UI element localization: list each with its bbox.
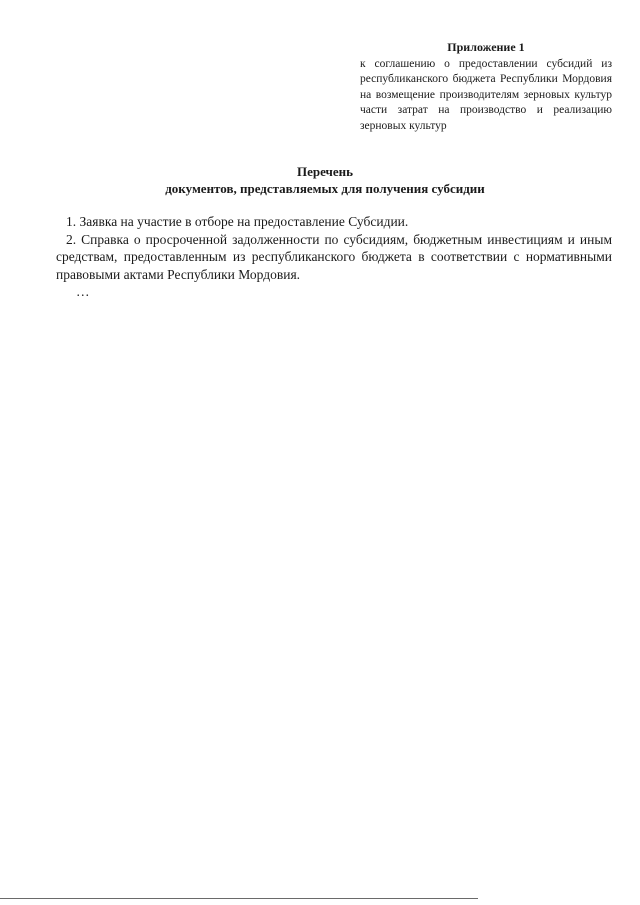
appendix-block xyxy=(360,40,612,134)
appendix-description: к соглашению о предоставлении субсидий из республиканского бюджета Республики Мордовия на возмещение производителям зерновых культур части затрат на производство и реализацию зерновых культур xyxy=(360,57,612,132)
list-item: 1. Заявка на участие в отборе на предоставление Субсидии. xyxy=(66,214,409,229)
document-heading xyxy=(40,163,610,197)
heading-subtitle: документов, представляемых для получения субсидии xyxy=(165,181,485,196)
footer-divider xyxy=(0,898,478,899)
appendix-title: Приложение 1 xyxy=(447,40,525,54)
list-item: 2. Справка о просроченной задолженности по субсидиям, бюджетным инвестициям и иным средствам, предоставленным из республиканского бюджета в соответствии с нормативными правовыми актами Республики Мордовия. xyxy=(56,231,612,282)
heading-title: Перечень xyxy=(296,164,354,179)
documents-list xyxy=(56,213,612,301)
list-ellipsis: … xyxy=(76,284,91,299)
